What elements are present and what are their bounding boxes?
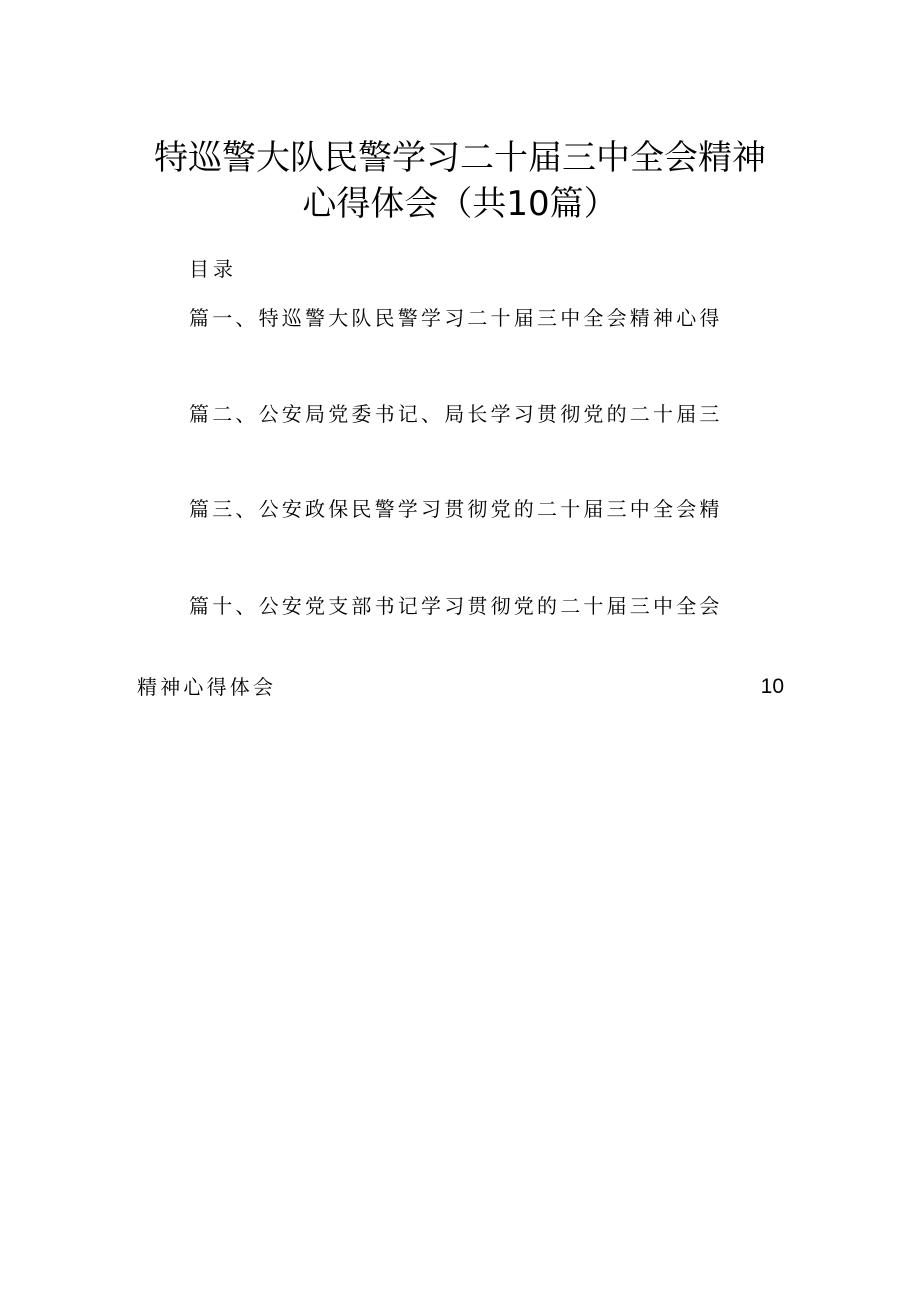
toc-item-3[interactable]: 篇三、公安政保民警学习贯彻党的二十届三中全会精 (189, 497, 723, 521)
document-title-line-2: 心得体会（共10篇） (302, 184, 618, 224)
toc-item-10-continuation[interactable]: 精神心得体会 (137, 675, 277, 699)
toc-item-2[interactable]: 篇二、公安局党委书记、局长学习贯彻党的二十届三 (189, 402, 723, 426)
toc-item-10[interactable]: 篇十、公安党支部书记学习贯彻党的二十届三中全会 (189, 594, 723, 618)
toc-item-1[interactable]: 篇一、特巡警大队民警学习二十届三中全会精神心得 (189, 306, 723, 330)
toc-item-10-page-number: 10 (760, 675, 784, 698)
document-title-line-1: 特巡警大队民警学习二十届三中全会精神 (154, 138, 766, 178)
toc-heading: 目录 (189, 257, 237, 281)
